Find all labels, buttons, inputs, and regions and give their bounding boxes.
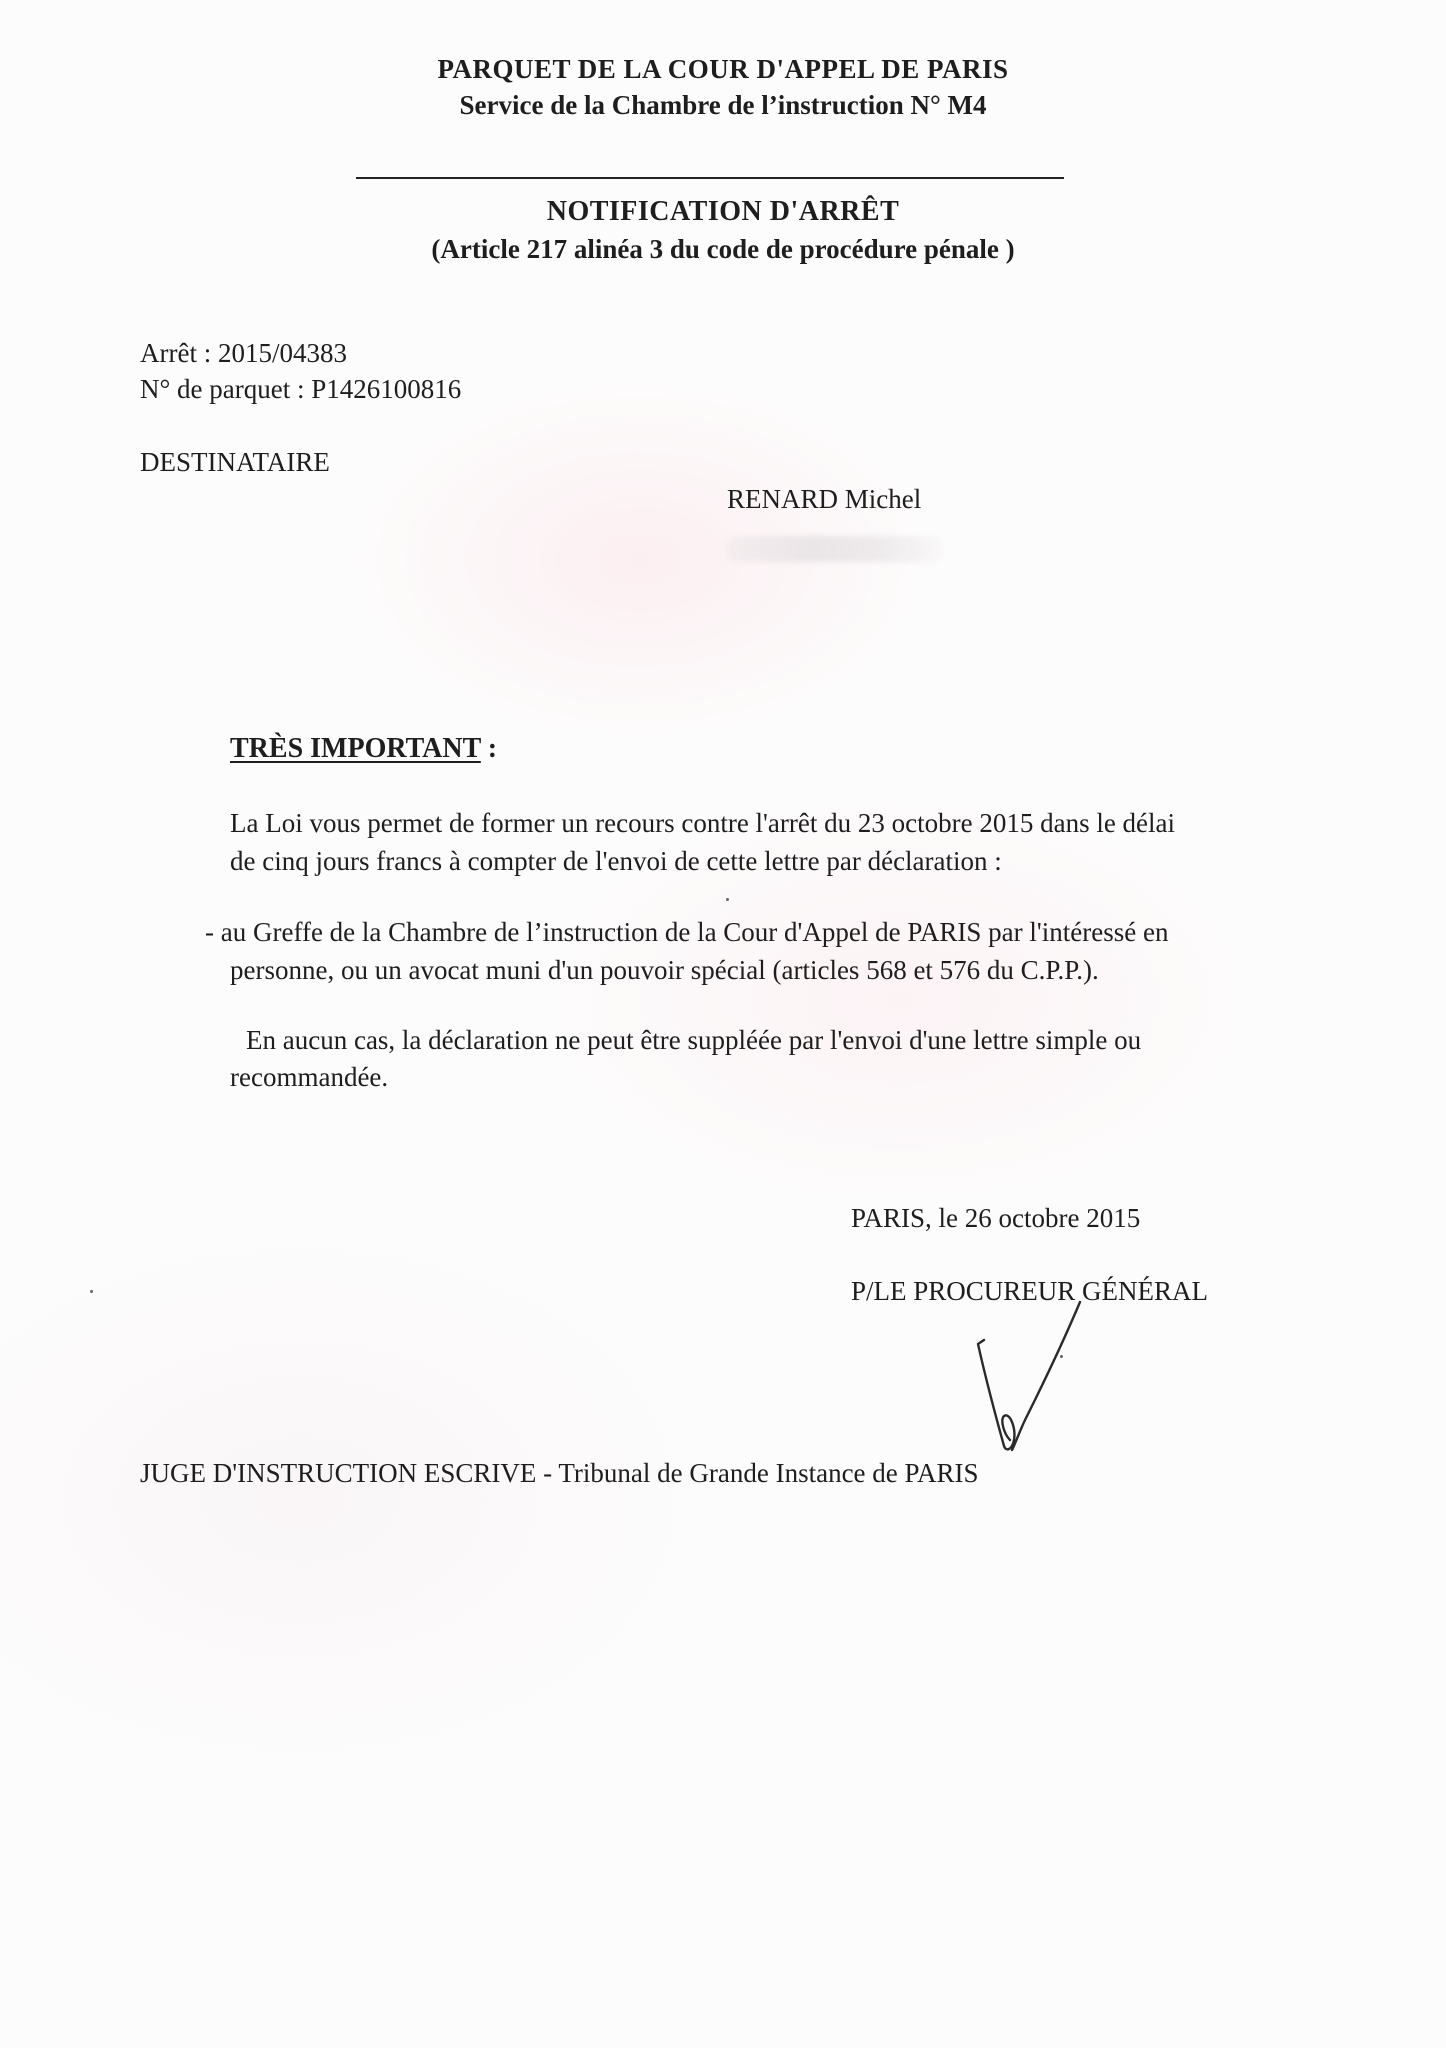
notice-paragraph-1-line-1: La Loi vous permet de former un recours contre l'arrêt du 23 octobre 2015 dans le délai	[230, 808, 1176, 838]
redacted-address	[727, 536, 942, 562]
place-and-date: PARIS, le 26 octobre 2015	[851, 1203, 1141, 1233]
paper-speck	[90, 1290, 93, 1293]
handwritten-signature	[960, 1300, 1100, 1460]
paper-speck	[1060, 1355, 1063, 1358]
arret-number: Arrêt : 2015/04383	[140, 338, 347, 368]
notice-paragraph-3-line-1: En aucun cas, la déclaration ne peut être suppléée par l'envoi d'une lettre simple ou	[246, 1025, 1142, 1055]
issuing-office-title: PARQUET DE LA COUR D'APPEL DE PARIS	[437, 54, 1009, 84]
footer-issuer-line: JUGE D'INSTRUCTION ESCRIVE - Tribunal de Grande Instance de PARIS	[140, 1458, 979, 1488]
notice-paragraph-2-line-1: - au Greffe de la Chambre de l’instruction de la Cour d'Appel de PARIS par l'intéressé en	[205, 917, 1169, 947]
document-legal-reference: (Article 217 alinéa 3 du code de procédure pénale )	[431, 234, 1015, 264]
recipient-name: RENARD Michel	[727, 484, 922, 514]
important-heading-colon: :	[480, 733, 498, 764]
document-title: NOTIFICATION D'ARRÊT	[546, 196, 900, 227]
important-heading-text: TRÈS IMPORTANT	[230, 733, 481, 764]
notice-paragraph-1-line-2: de cinq jours francs à compter de l'envoi de cette lettre par déclaration :	[230, 846, 1002, 876]
issuing-service-subtitle: Service de la Chambre de l’instruction N° M4	[459, 90, 987, 120]
parquet-number: N° de parquet : P1426100816	[140, 374, 462, 404]
important-heading	[230, 733, 497, 765]
notice-paragraph-3-line-2: recommandée.	[230, 1062, 389, 1092]
header-divider	[356, 177, 1064, 179]
notice-paragraph-2-line-2: personne, ou un avocat muni d'un pouvoir spécial (articles 568 et 576 du C.P.P.).	[230, 955, 1099, 985]
recipient-label: DESTINATAIRE	[140, 447, 330, 477]
signatory-authority: P/LE PROCUREUR GÉNÉRAL	[851, 1276, 1209, 1306]
paper-speck	[726, 898, 729, 901]
